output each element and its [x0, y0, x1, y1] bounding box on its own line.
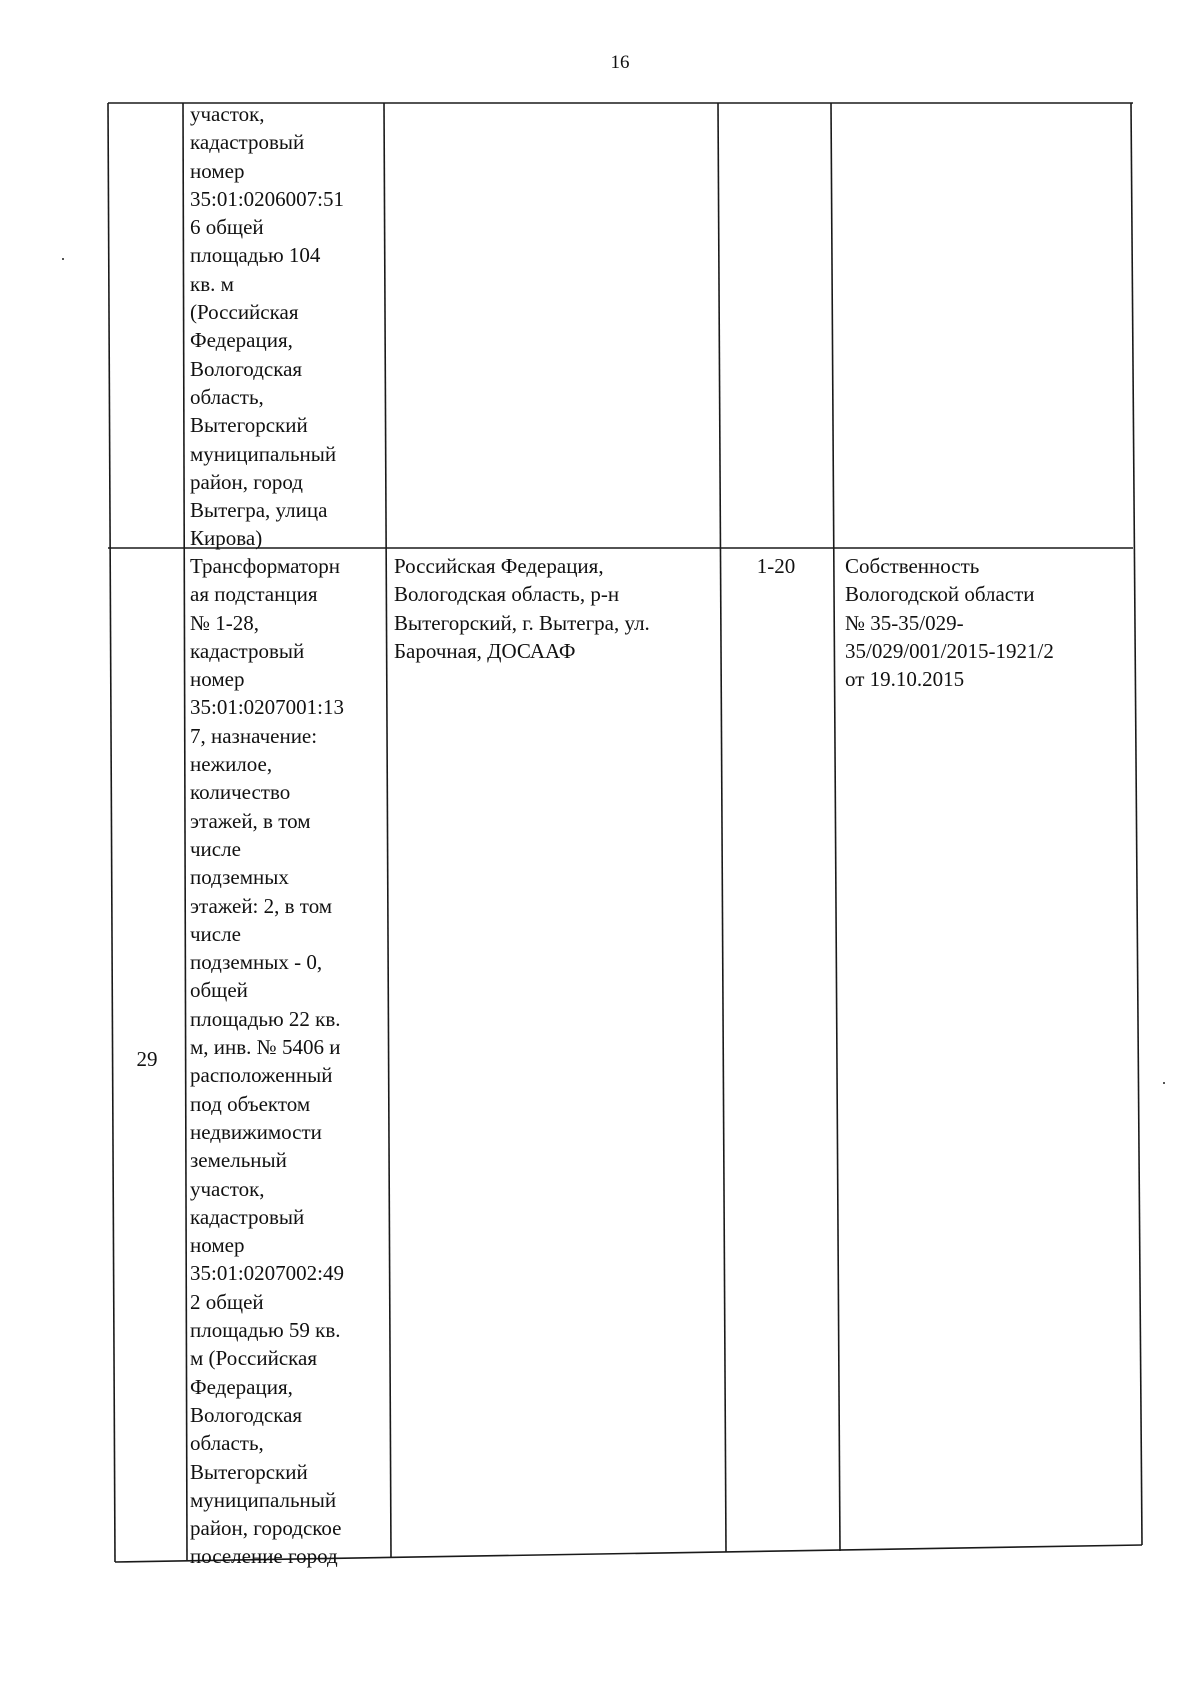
row2-object-line: номер — [190, 667, 245, 692]
row2-object-line: м, инв. № 5406 и — [190, 1035, 341, 1060]
row2-right-cell — [845, 552, 1054, 693]
row2-object-line: муниципальный — [190, 1487, 337, 1512]
row2-right-line: от 19.10.2015 — [845, 667, 965, 692]
row2-object-line: ая подстанция — [190, 582, 318, 607]
row2-object-line: недвижимости — [190, 1119, 322, 1144]
row1-object-line: Вытегра, улица — [190, 498, 328, 523]
row2-object-line: подземных - 0, — [190, 950, 323, 975]
row2-object-line: Вологодская — [190, 1402, 303, 1427]
row2-object-line: подземных — [190, 865, 289, 890]
row2-object-line: 2 общей — [190, 1289, 264, 1314]
row1-object-line: муниципальный — [190, 441, 337, 466]
row2-object-line: числе — [190, 836, 241, 861]
row2-object-line: Трансформаторн — [190, 554, 341, 578]
row2-object-line: расположенный — [190, 1063, 333, 1088]
row1-object-line: кв. м — [190, 271, 234, 296]
row1-object-line: 6 общей — [190, 215, 264, 240]
row2-object-line: кадастровый — [190, 1204, 305, 1229]
row2-object-line: область, — [190, 1431, 264, 1456]
row1-object-line: Кирова) — [190, 526, 263, 551]
row1-object-line: Вологодская — [190, 356, 303, 381]
row2-quantity-cell — [720, 552, 832, 580]
row2-address-line: Российская Федерация, — [394, 554, 604, 578]
row1-object-line: кадастровый — [190, 130, 305, 155]
row1-object-line: 35:01:0206007:51 — [190, 186, 345, 211]
row2-object-line: площадью 59 кв. — [190, 1318, 341, 1343]
row2-object-line: этажей, в том — [190, 808, 311, 833]
scan-speck — [1163, 1082, 1165, 1084]
row2-object-line: под объектом — [190, 1091, 311, 1116]
row2-object-line: район, городское — [190, 1516, 342, 1541]
row2-object-line: 7, назначение: — [190, 723, 318, 748]
row2-quantity: 1-20 — [756, 554, 796, 578]
row2-address-line: Вологодская область, р-н — [394, 582, 620, 607]
row2-number: 29 — [136, 1047, 158, 1071]
row2-object-line: количество — [190, 780, 291, 805]
row2-right-line: Собственность — [845, 554, 980, 578]
row2-object-line: 35:01:0207001:13 — [190, 695, 345, 720]
row2-right-line: Вологодской области — [845, 582, 1035, 607]
row1-object-line: область, — [190, 384, 264, 409]
row2-object-line: Вытегорский — [190, 1459, 308, 1484]
row2-object-line: кадастровый — [190, 638, 305, 663]
row1-object-line: (Российская — [190, 300, 299, 325]
row2-address-cell — [394, 552, 650, 665]
row2-address-line: Барочная, ДОСААФ — [394, 638, 576, 663]
row2-object-line: этажей: 2, в том — [190, 893, 333, 918]
row1-object-line: район, город — [190, 469, 303, 494]
row2-object-line: числе — [190, 921, 241, 946]
row2-object-line: номер — [190, 1233, 245, 1258]
row2-address-line: Вытегорский, г. Вытегра, ул. — [394, 610, 650, 635]
row2-object-line: общей — [190, 978, 248, 1003]
row2-object-line: № 1-28, — [190, 610, 260, 635]
row2-object-line: нежилое, — [190, 752, 273, 777]
row2-right-line: 35/029/001/2015-1921/2 — [845, 638, 1054, 663]
row1-object-line: Федерация, — [190, 328, 293, 353]
scan-speck — [62, 258, 64, 260]
row2-object-line: Федерация, — [190, 1374, 293, 1399]
row2-object-line: 35:01:0207002:49 — [190, 1261, 345, 1286]
row1-object-cell — [190, 100, 344, 553]
row2-object-line: площадью 22 кв. — [190, 1006, 341, 1031]
row2-number-cell — [108, 1045, 186, 1073]
row1-object-line: площадью 104 — [190, 243, 321, 268]
row2-right-line: № 35-35/029- — [845, 610, 964, 635]
row2-object-line: земельный — [190, 1148, 287, 1173]
row2-object-cell — [190, 552, 344, 1571]
row1-object-line: номер — [190, 158, 245, 183]
row2-object-line: участок, — [190, 1176, 265, 1201]
row1-object-line: Вытегорский — [190, 413, 308, 438]
row2-object-line: поселение город — [190, 1544, 338, 1569]
row2-object-line: м (Российская — [190, 1346, 318, 1371]
page-number: 16 — [610, 52, 630, 73]
row1-object-line: участок, — [190, 102, 265, 126]
